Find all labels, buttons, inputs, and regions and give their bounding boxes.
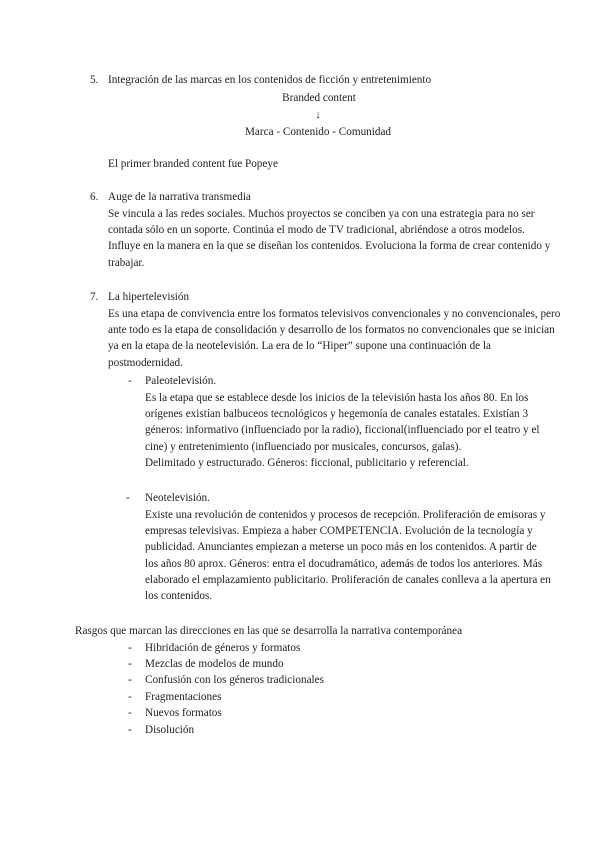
neo-title: Neotelevisión. (145, 492, 210, 504)
paragraph-line: publicidad. Anunciantes empiezan a meterse un poco más en los contenidos. A partir de (145, 541, 537, 554)
paragraph-line: Es la etapa que se establece desde los inicios de la televisión hasta los años 80. En los (145, 392, 529, 404)
list-item: Confusión con los géneros tradicionales (145, 674, 324, 686)
paragraph-line: Delimitado y estructurado. Géneros: ficcional, publicitario y referencial. (145, 456, 469, 469)
list-item: Disolución (145, 724, 195, 736)
paragraph-line: elaborado el emplazamiento publicitario. Proliferación de canales conlleva a la apertura en (145, 573, 551, 586)
paragraph-line: ya en la etapa de la neotelevisión. La era de lo “Hiper” supone una continuación de la (108, 340, 492, 353)
paleo-bullet: - (128, 375, 132, 387)
section-7-number: 7. (90, 291, 99, 303)
section-7-paragraph (108, 306, 560, 371)
list-item: Fragmentaciones (145, 691, 222, 703)
paragraph-line: géneros: informativo (influenciado por la radio), ficcional(influenciado por el teatro y el (145, 424, 540, 437)
paragraph-line: Es una etapa de convivencia entre los formatos televisivos convencionales y no convencionales, pero (108, 308, 561, 320)
section-5-title: Integración de las marcas en los contenidos de ficción y entretenimiento (108, 74, 432, 86)
list-bullet: - (128, 674, 132, 686)
neo-paragraph (145, 507, 551, 604)
paragraph-line: Influye en la manera en la que se diseñan los contenidos. Evoluciona la forma de crear contenido y (108, 240, 551, 253)
list-bullet: - (128, 707, 132, 719)
section-5-note: El primer branded content fue Popeye (108, 158, 278, 170)
list-bullet: - (128, 724, 132, 736)
paragraph-line: Se vincula a las redes sociales. Muchos proyectos se conciben ya con una estrategia para no ser (108, 208, 535, 220)
paragraph-line: orígenes existían balbuceos tecnológicos y hegemonía de canales estatales. Existían 3 (145, 408, 529, 421)
paragraph-line: empresas televisivas. Empieza a haber COMPETENCIA. Evolución de la tecnología y (145, 525, 533, 538)
list-item: Hibridación de géneros y formatos (145, 642, 301, 654)
list-bullet: - (128, 642, 132, 654)
section-6-title: Auge de la narrativa transmedia (108, 191, 251, 203)
paragraph-line: contada sólo en un soporte. Continúa el modo de TV tradicional, abriéndose a otros modelos. (108, 224, 525, 237)
paragraph-line: cine) y entretenimiento (influenciado por musicales, concursos, galas). (145, 440, 462, 453)
list-bullet: - (128, 691, 132, 703)
paragraph-line: ante todo es la etapa de consolidación y desarrollo de los formatos no convencionales que se inician (108, 324, 555, 337)
paragraph-line: los años 80 aprox. Géneros: entra el docudramático, además de todos los anteriores. Más (145, 557, 543, 570)
list-item: Nuevos formatos (145, 707, 222, 719)
section-5-number: 5. (90, 74, 99, 86)
paleo-title: Paleotelevisión. (145, 375, 217, 387)
section-7-title: La hipertelevisión (108, 291, 190, 303)
diagram-bottom-label: Marca - Contenido - Comunidad (244, 126, 392, 138)
down-arrow-icon: ↓ (315, 109, 321, 121)
paragraph-line: trabajar. (108, 256, 145, 269)
section-6-paragraph (108, 206, 550, 271)
diagram-top-label: Branded content (282, 92, 356, 104)
paragraph-line: postmodernidad. (108, 356, 183, 369)
section-6-number: 6. (90, 191, 99, 203)
rasgos-heading: Rasgos que marcan las direcciones en las que se desarrolla la narrativa contemporánea (75, 625, 463, 637)
list-item: Mezclas de modelos de mundo (145, 658, 284, 670)
list-bullet: - (128, 658, 132, 670)
neo-bullet: - (126, 492, 130, 504)
paragraph-line: los contenidos. (145, 590, 213, 603)
paleo-paragraph (145, 390, 540, 471)
paragraph-line: Existe una revolución de contenidos y procesos de recepción. Proliferación de emisoras y (145, 509, 546, 521)
